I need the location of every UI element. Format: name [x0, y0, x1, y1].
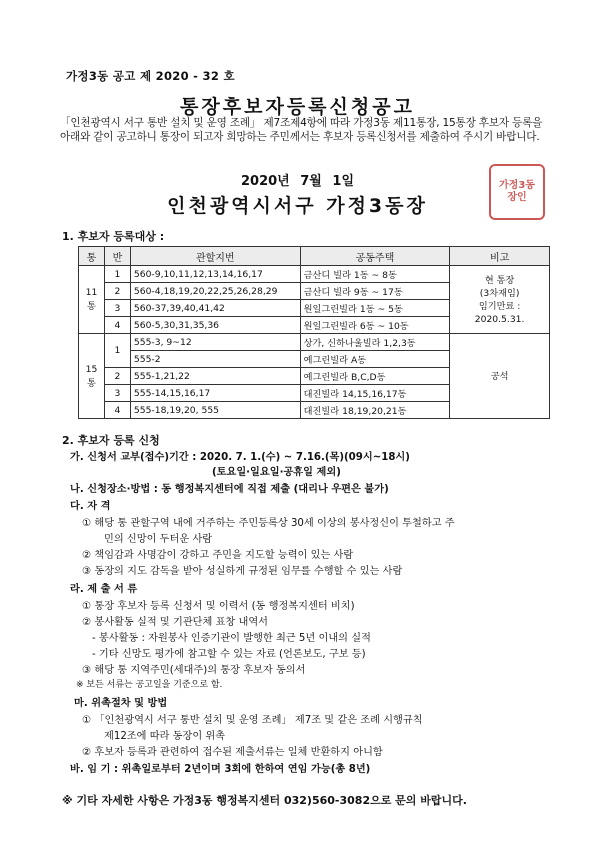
qualification-item: ③ 동장의 지도 감독을 받아 성실하게 규정된 임무를 수행할 수 있는 사람: [82, 566, 403, 577]
intro-paragraph: 「인천광역시 서구 통반 설치 및 운영 조례」 제7조제4항에 따라 가정3동 제11통장, 15통장 후보자 등록을 아래와 같이 공고하니 통장이 되고자 희망하는 주민께서는 후보자 등록신청서를 제출하여 주시기 바랍니다.: [60, 117, 543, 143]
appointment-heading: 마. 위촉절차 및 방법: [74, 698, 168, 709]
document-item: ② 봉사활동 실적 및 기관단체 표창 내역서: [82, 617, 269, 628]
apply-period-note: (토요일·일요일·공휴일 제외): [212, 467, 341, 478]
apt-cell: 금산디 빌라 1동 ~ 8동: [300, 266, 450, 283]
lot-cell: 560-4,18,19,20,22,25,26,28,29: [130, 283, 300, 300]
lot-cell: 555-3, 9~12: [130, 334, 300, 351]
apt-cell: 예그린빌라 B,C,D동: [300, 368, 450, 385]
ban-cell: 2: [104, 368, 130, 385]
document-item: ① 통장 후보자 등록 신청서 및 이력서 (동 행정복지센터 비치): [82, 601, 355, 612]
apt-cell: 금산디 빌라 9동 ~ 17동: [300, 283, 450, 300]
apt-cell: 예그린빌라 A동: [300, 351, 450, 368]
note-cell: 현 통장 (3차재임) 임기만료 : 2020.5.31.: [450, 266, 550, 334]
lot-cell: 555-14,15,16,17: [130, 385, 300, 402]
ban-cell: 1: [104, 334, 130, 368]
col-apt: 공동주택: [300, 247, 450, 266]
apply-place: 나. 신청장소·방법 : 동 행정복지센터에 직접 제출 (대리나 우편은 불가): [70, 484, 389, 495]
ban-cell: 3: [104, 385, 130, 402]
notice-number: 가정3동 공고 제 2020 - 32 호: [66, 69, 235, 83]
apt-cell: 대진빌라 18,19,20,21동: [300, 402, 450, 419]
lot-cell: 555-18,19,20, 555: [130, 402, 300, 419]
ban-cell: 1: [104, 266, 130, 283]
table-row: [79, 334, 550, 351]
col-tong: 통: [79, 247, 105, 266]
tong-cell: 11통: [79, 266, 105, 334]
ban-cell: 3: [104, 300, 130, 317]
qualification-heading: 다. 자 격: [70, 501, 111, 512]
note-cell: 공석: [450, 334, 550, 419]
col-lot: 관할지번: [130, 247, 300, 266]
col-ban: 반: [104, 247, 130, 266]
qualification-item: ① 해당 통 관할구역 내에 거주하는 주민등록상 30세 이상의 봉사정신이 투철하고 주: [82, 518, 455, 529]
apt-cell: 원일그린빌라 6동 ~ 10동: [300, 317, 450, 334]
notice-date: 2020년 7월 1일: [241, 174, 354, 189]
contact-footer: ※ 기타 자세한 사항은 가정3동 행정복지센터 032)560-3082으로 문의 바랍니다.: [62, 794, 467, 807]
documents-heading: 라. 제 출 서 류: [70, 584, 138, 595]
term-info: 바. 임 기 : 위촉일로부터 2년이며 3회에 한하여 연임 가능(총 8년): [70, 764, 371, 775]
lot-cell: 560-37,39,40,41,42: [130, 300, 300, 317]
section1-heading: 1. 후보자 등록대상 :: [62, 230, 165, 243]
appointment-item: 제12조에 따라 동장이 위촉: [104, 731, 226, 742]
table-row: [79, 266, 550, 283]
apt-cell: 원일그린빌라 1동 ~ 5동: [300, 300, 450, 317]
official-seal-icon: [489, 164, 545, 220]
ban-cell: 4: [104, 402, 130, 419]
apply-period: 가. 신청서 교부(접수)기간 : 2020. 7. 1.(수) ~ 7.16.(목)(09시~18시): [70, 452, 410, 463]
lot-cell: 555-2: [130, 351, 300, 368]
section2-heading: 2. 후보자 등록 신청: [62, 434, 160, 447]
appointment-item: ② 후보자 등록과 관련하여 접수된 제출서류는 일체 반환하지 아니함: [82, 747, 383, 758]
page-title: 통장후보자등록신청공고: [180, 96, 415, 118]
issuing-org: 인천광역시서구 가정3동장: [167, 195, 428, 217]
lot-cell: 555-1,21,22: [130, 368, 300, 385]
lot-cell: 560-5,30,31,35,36: [130, 317, 300, 334]
col-note: 비고: [450, 247, 550, 266]
document-item: - 봉사활동 : 자원봉사 인증기관이 발행한 최근 5년 이내의 실적: [92, 633, 371, 644]
candidate-table: [78, 246, 550, 419]
ban-cell: 2: [104, 283, 130, 300]
qualification-item: ② 책임감과 사명감이 강하고 주민을 지도할 능력이 있는 사람: [82, 550, 354, 561]
ban-cell: 4: [104, 317, 130, 334]
appointment-item: ① 「인천광역시 서구 통반 설치 및 운영 조례」 제7조 및 같은 조례 시행규칙: [82, 715, 423, 726]
qualification-item: 민의 신망이 두터운 사람: [104, 534, 213, 545]
table-header-row: [79, 247, 550, 266]
apt-cell: 대진빌라 14,15,16,17동: [300, 385, 450, 402]
document-item: ③ 해당 통 지역주민(세대주)의 통장 후보자 동의서: [82, 665, 306, 676]
tong-cell: 15통: [79, 334, 105, 419]
document-item: - 기타 신망도 평가에 참고할 수 있는 자료 (언론보도, 구보 등): [92, 649, 366, 660]
apt-cell: 상가, 신하나울빌라 1,2,3동: [300, 334, 450, 351]
seal-text: 가정3동장인: [499, 180, 535, 203]
documents-note: ※ 보든 서류는 공고일을 기준으로 함.: [76, 680, 223, 690]
lot-cell: 560-9,10,11,12,13,14,16,17: [130, 266, 300, 283]
